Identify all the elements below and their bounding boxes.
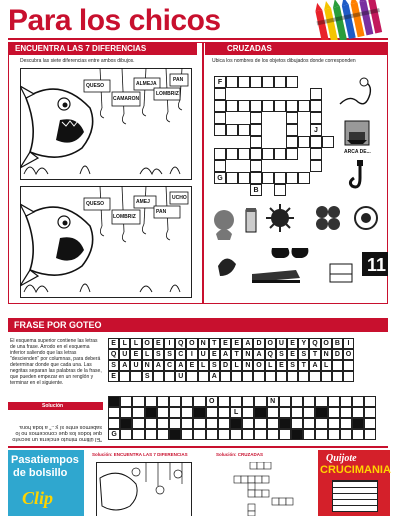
phrase-cell: [164, 371, 175, 382]
answer-cell[interactable]: [328, 418, 340, 429]
crossword-cell[interactable]: [298, 172, 310, 184]
ad-right-title-2: CRUCIMANIA: [320, 464, 391, 476]
phrase-cell: E: [108, 338, 119, 349]
panel-divider: [202, 43, 204, 303]
phrase-cell: N: [242, 360, 253, 371]
phrase-cell: A: [175, 360, 186, 371]
phrase-cell: T: [209, 338, 220, 349]
answer-cell[interactable]: [157, 396, 169, 407]
crossword-cell[interactable]: [310, 136, 322, 148]
phrase-cell: U: [276, 338, 287, 349]
phrase-cell: T: [309, 349, 320, 360]
crossword-cell[interactable]: [262, 172, 274, 184]
answer-cell[interactable]: [193, 396, 205, 407]
phrase-cell: [220, 371, 231, 382]
sign-bottom-5: UCHO: [172, 195, 187, 201]
phrase-cell: [343, 371, 354, 382]
crossword-cell[interactable]: [226, 148, 238, 160]
phrase-cell: S: [209, 360, 220, 371]
crossword-cell[interactable]: [214, 148, 226, 160]
phrase-cell: C: [164, 360, 175, 371]
sign-top-5: PAN: [173, 77, 184, 83]
phrase-cell: A: [209, 371, 220, 382]
phrase-cell: L: [321, 360, 332, 371]
phrase-cell: E: [186, 360, 197, 371]
phrase-cell: [153, 371, 164, 382]
ad-pasatiempos[interactable]: [8, 450, 84, 516]
phrase-cell: U: [119, 349, 130, 360]
phrase-cell: A: [220, 349, 231, 360]
phrase-cell: U: [130, 360, 141, 371]
fish-drawing-top: [20, 68, 192, 180]
answer-cell[interactable]: [364, 418, 376, 429]
sign-top-4: LOMBRIZ: [156, 91, 179, 97]
phrase-cell: N: [242, 349, 253, 360]
phrase-heading: FRASE POR GOTEO: [8, 318, 388, 332]
crossword-cell[interactable]: [286, 172, 298, 184]
crossword-cell[interactable]: [310, 160, 322, 172]
answer-cell[interactable]: [352, 418, 364, 429]
phrase-cell: N: [198, 338, 209, 349]
answer-cell[interactable]: O: [206, 396, 218, 407]
answer-cell[interactable]: G: [108, 429, 120, 440]
phrase-cell: Q: [175, 338, 186, 349]
answer-cell[interactable]: [181, 407, 193, 418]
answer-cell[interactable]: [364, 407, 376, 418]
differences-solution-drawing: [96, 462, 192, 516]
crossword-cell[interactable]: [310, 112, 322, 124]
answer-cell[interactable]: [364, 429, 376, 440]
phrase-cell: Q: [265, 349, 276, 360]
phrase-letter-grid: [108, 338, 354, 382]
ad-left-title-2: de bolsillo: [13, 467, 68, 479]
answer-cell[interactable]: [181, 429, 193, 440]
phrase-cell: [198, 371, 209, 382]
crossword-grid: [214, 76, 338, 200]
phrase-cell: I: [164, 338, 175, 349]
crossword-cell[interactable]: [214, 160, 226, 172]
phrase-cell: E: [153, 338, 164, 349]
answer-cell[interactable]: [145, 418, 157, 429]
phrase-cell: S: [276, 349, 287, 360]
answer-cell[interactable]: [218, 418, 230, 429]
answer-cell[interactable]: [169, 407, 181, 418]
phrase-cell: E: [231, 338, 242, 349]
solution-text: "El último minuto encierra un secreto que todos los que conocemos no lo sabemos entre sí y..." a toda hora.: [12, 424, 102, 442]
answer-cell[interactable]: [242, 418, 254, 429]
ark-caption: ARCA DE...: [344, 149, 371, 155]
page-title: Para los chicos: [8, 4, 221, 37]
phrase-cell: [231, 371, 242, 382]
answer-cell[interactable]: [206, 418, 218, 429]
answer-cell[interactable]: [315, 396, 327, 407]
phrase-cell: [276, 371, 287, 382]
crossword-cell[interactable]: J: [310, 124, 322, 136]
ad-left-title-1: Pasatiempos: [11, 454, 79, 466]
crossword-cell[interactable]: [250, 172, 262, 184]
phrase-cell: U: [198, 349, 209, 360]
answer-cell[interactable]: [352, 407, 364, 418]
phrase-cell: [253, 371, 264, 382]
crossword-cell[interactable]: [238, 76, 250, 88]
phrase-cell: [186, 371, 197, 382]
answer-cell[interactable]: [181, 418, 193, 429]
crossword-cell[interactable]: [262, 100, 274, 112]
phrase-cell: D: [332, 349, 343, 360]
answer-cell[interactable]: [120, 396, 132, 407]
answer-cell[interactable]: [206, 407, 218, 418]
crossword-cell[interactable]: [238, 124, 250, 136]
crossword-solution-label: Solución: CRUZADAS: [216, 452, 263, 457]
crossword-cell[interactable]: [250, 136, 262, 148]
fish-drawing-bottom: [20, 186, 192, 298]
phrase-cell: E: [287, 338, 298, 349]
phrase-cell: O: [265, 338, 276, 349]
phrase-cell: [130, 371, 141, 382]
crossword-cell[interactable]: [286, 112, 298, 124]
phrase-cell: [119, 371, 130, 382]
phrase-cell: [343, 360, 354, 371]
crossword-cell[interactable]: [238, 100, 250, 112]
phrase-cell: U: [175, 371, 186, 382]
phrase-cell: Q: [309, 338, 320, 349]
phrase-cell: E: [209, 349, 220, 360]
phrase-cell: A: [253, 349, 264, 360]
phrase-cell: S: [164, 349, 175, 360]
crossword-cell[interactable]: [286, 148, 298, 160]
answer-cell[interactable]: [157, 418, 169, 429]
differences-solution-label: Solución: ENCUENTRA LAS 7 DIFERENCIAS: [92, 452, 188, 457]
answer-cell[interactable]: N: [267, 396, 279, 407]
crossword-cell[interactable]: [214, 100, 226, 112]
phrase-cell: E: [130, 349, 141, 360]
objects-icon: [212, 204, 392, 298]
phrase-cell: T: [298, 360, 309, 371]
phrase-cell: Y: [298, 338, 309, 349]
phrase-cell: [265, 371, 276, 382]
crossword-cell[interactable]: [298, 100, 310, 112]
answer-cell[interactable]: [145, 407, 157, 418]
ad-right-title-1: Quijote: [326, 453, 357, 464]
phrase-cell: S: [142, 371, 153, 382]
ad-crucimania[interactable]: [318, 450, 390, 516]
phrase-cell: [332, 360, 343, 371]
hook-icon: [348, 160, 372, 194]
phrase-cell: I: [343, 338, 354, 349]
answer-cell[interactable]: [315, 418, 327, 429]
crossword-cell[interactable]: [238, 172, 250, 184]
phrase-cell: S: [153, 349, 164, 360]
answer-cell[interactable]: [218, 429, 230, 440]
crossword-cell[interactable]: [250, 100, 262, 112]
phrase-cell: [309, 371, 320, 382]
answer-cell[interactable]: [303, 429, 315, 440]
crossword-cell[interactable]: [310, 88, 322, 100]
phrase-cell: [321, 371, 332, 382]
answer-cell[interactable]: [230, 396, 242, 407]
answer-cell[interactable]: [267, 407, 279, 418]
phrase-cell: D: [253, 338, 264, 349]
ad-left-logo: Clip: [22, 488, 54, 508]
answer-cell[interactable]: [352, 429, 364, 440]
phrase-cell: E: [220, 338, 231, 349]
phrase-cell: N: [142, 360, 153, 371]
crossword-cell[interactable]: [250, 148, 262, 160]
crossword-cell[interactable]: [274, 148, 286, 160]
sign-bottom-1: QUESO: [86, 201, 105, 207]
answer-cell[interactable]: [328, 407, 340, 418]
phrase-cell: L: [119, 338, 130, 349]
answer-cell[interactable]: [328, 429, 340, 440]
crossword-cell[interactable]: [250, 112, 262, 124]
crossword-cell[interactable]: [214, 112, 226, 124]
phrase-cell: A: [119, 360, 130, 371]
answer-cell[interactable]: [169, 396, 181, 407]
answer-cell[interactable]: [206, 429, 218, 440]
answer-cell[interactable]: [340, 407, 352, 418]
answer-cell[interactable]: [132, 396, 144, 407]
sign-top-2: CAMARON: [113, 96, 140, 102]
crossword-cell[interactable]: [274, 172, 286, 184]
crossword-instruction: Ubica los nombres de los objetos dibujados donde corresponden: [212, 58, 356, 64]
answer-cell[interactable]: [352, 396, 364, 407]
answer-cell[interactable]: [267, 429, 279, 440]
crossword-cell[interactable]: [214, 88, 226, 100]
answer-cell[interactable]: [120, 418, 132, 429]
phrase-row: [108, 338, 354, 349]
phrase-cell: S: [298, 349, 309, 360]
phrase-cell: [242, 371, 253, 382]
answer-cell[interactable]: [193, 429, 205, 440]
answer-cell[interactable]: [157, 429, 169, 440]
answer-cell[interactable]: [242, 396, 254, 407]
crossword-cell[interactable]: G: [214, 172, 226, 184]
answer-cell[interactable]: [328, 396, 340, 407]
phrase-cell: L: [130, 338, 141, 349]
crossword-cell[interactable]: B: [250, 184, 262, 196]
phrase-cell: S: [287, 360, 298, 371]
phrase-cell: A: [242, 338, 253, 349]
sign-top-1: QUESO: [86, 83, 105, 89]
answer-cell[interactable]: [254, 396, 266, 407]
answer-cell[interactable]: [254, 407, 266, 418]
phrase-cell: [332, 371, 343, 382]
answer-cell[interactable]: [181, 396, 193, 407]
answer-cell[interactable]: [242, 429, 254, 440]
answer-cell[interactable]: [145, 429, 157, 440]
answer-cell[interactable]: [340, 396, 352, 407]
answer-cell[interactable]: [279, 396, 291, 407]
crossword-cell[interactable]: [274, 184, 286, 196]
answer-cell[interactable]: [169, 418, 181, 429]
answer-cell[interactable]: [108, 407, 120, 418]
answer-cell[interactable]: [242, 407, 254, 418]
phrase-cell: L: [231, 360, 242, 371]
crossword-cell[interactable]: [226, 172, 238, 184]
answer-cell[interactable]: [108, 418, 120, 429]
answer-cell[interactable]: [120, 407, 132, 418]
crossword-cell[interactable]: [310, 100, 322, 112]
phrase-cell: O: [343, 349, 354, 360]
answer-cell[interactable]: L: [230, 407, 242, 418]
answer-cell[interactable]: [157, 407, 169, 418]
answer-cell[interactable]: [145, 396, 157, 407]
phrase-cell: A: [309, 360, 320, 371]
differences-instruction: Descubra las siete diferencias entre ambos dibujos.: [20, 58, 135, 64]
sign-top-3: ALMEJA: [136, 81, 157, 87]
answer-cell[interactable]: [291, 407, 303, 418]
phrase-cell: O: [186, 338, 197, 349]
phrase-cell: L: [142, 349, 153, 360]
phrase-row: [108, 349, 354, 360]
answer-cell[interactable]: [291, 418, 303, 429]
crossword-cell[interactable]: [274, 76, 286, 88]
phrase-cell: O: [321, 338, 332, 349]
sign-bottom-2: LOMBRIZ: [113, 214, 136, 220]
sign-bottom-3: AMEJ: [136, 199, 150, 205]
crossword-cell[interactable]: [250, 76, 262, 88]
answer-cell[interactable]: [340, 418, 352, 429]
answer-cell[interactable]: [279, 407, 291, 418]
ark-icon: [344, 120, 370, 146]
phrase-cell: I: [186, 349, 197, 360]
answer-cell[interactable]: [230, 429, 242, 440]
answer-cell[interactable]: [279, 429, 291, 440]
answer-cell[interactable]: [230, 418, 242, 429]
answer-cell[interactable]: [303, 407, 315, 418]
crossword-cell[interactable]: [226, 76, 238, 88]
crossword-cell[interactable]: [250, 160, 262, 172]
snake-icon: [336, 74, 376, 110]
phrase-cell: O: [142, 338, 153, 349]
phrase-cell: [298, 371, 309, 382]
crossword-solution-grid: [220, 462, 310, 516]
crossword-cell[interactable]: [286, 76, 298, 88]
answer-cell[interactable]: [254, 418, 266, 429]
answer-cell[interactable]: [315, 407, 327, 418]
phrase-cell: S: [108, 360, 119, 371]
phrase-divider: [8, 446, 388, 448]
phrase-cell: T: [231, 349, 242, 360]
phrase-row: [108, 360, 354, 371]
answer-cell[interactable]: [132, 429, 144, 440]
crossword-cell[interactable]: [310, 148, 322, 160]
answer-cell[interactable]: [193, 407, 205, 418]
answer-cell[interactable]: [132, 407, 144, 418]
phrase-cell: E: [108, 371, 119, 382]
answer-cell[interactable]: [218, 396, 230, 407]
answer-cell[interactable]: [120, 429, 132, 440]
answer-cell[interactable]: [193, 418, 205, 429]
phrase-cell: A: [153, 360, 164, 371]
crossword-cell[interactable]: [250, 124, 262, 136]
answer-cell[interactable]: [169, 429, 181, 440]
phrase-cell: D: [220, 360, 231, 371]
crossword-cell[interactable]: [286, 136, 298, 148]
answer-cell[interactable]: [108, 396, 120, 407]
crossword-heading: CRUZADAS: [205, 43, 387, 55]
answer-cell[interactable]: [291, 429, 303, 440]
crossword-cell[interactable]: F: [214, 76, 226, 88]
crossword-cell[interactable]: [298, 136, 310, 148]
answer-cell[interactable]: [218, 407, 230, 418]
crossword-cell[interactable]: [262, 148, 274, 160]
answer-cell[interactable]: [267, 418, 279, 429]
svg-text:11: 11: [367, 255, 387, 275]
phrase-answer-grid: [108, 396, 378, 444]
phrase-cell: N: [321, 349, 332, 360]
answer-cell[interactable]: [291, 396, 303, 407]
differences-heading: ENCUENTRA LAS 7 DIFERENCIAS: [9, 43, 197, 55]
crossword-cell[interactable]: [262, 76, 274, 88]
answer-cell[interactable]: [340, 429, 352, 440]
answer-cell[interactable]: [279, 418, 291, 429]
phrase-cell: Q: [108, 349, 119, 360]
crossword-cell[interactable]: [286, 124, 298, 136]
phrase-cell: [287, 371, 298, 382]
phrase-cell: L: [265, 360, 276, 371]
answer-cell[interactable]: [254, 429, 266, 440]
crossword-cell[interactable]: [238, 148, 250, 160]
crossword-cell[interactable]: [274, 100, 286, 112]
phrase-instruction: El esquema superior contiene las letras de una frase. Arrodo en el esquema inferior saliendo que las letras "descienden" por columnas, para deberá determinar donde que cada una. Las negritas separan las palabras de la frase, que pueden empezar en un renglón y terminar en el siguiente.: [10, 338, 102, 386]
crossword-cell[interactable]: [286, 100, 298, 112]
solution-label: Solución: [42, 403, 64, 409]
phrase-row: [108, 371, 354, 382]
answer-cell[interactable]: [315, 429, 327, 440]
answer-cell[interactable]: [303, 418, 315, 429]
phrase-cell: C: [175, 349, 186, 360]
ad-right-grid: [332, 480, 378, 512]
phrase-cell: O: [253, 360, 264, 371]
masthead: [0, 0, 400, 42]
crossword-cell[interactable]: [226, 100, 238, 112]
answer-cell[interactable]: [132, 418, 144, 429]
crossword-cell[interactable]: [226, 124, 238, 136]
crossword-cell[interactable]: [322, 136, 334, 148]
crayons-icon: [312, 0, 392, 40]
answer-cell[interactable]: [364, 396, 376, 407]
phrase-cell: B: [332, 338, 343, 349]
answer-cell[interactable]: [303, 396, 315, 407]
phrase-cell: L: [198, 360, 209, 371]
phrase-cell: E: [287, 349, 298, 360]
phrase-cell: E: [276, 360, 287, 371]
sign-bottom-4: PAN: [156, 209, 167, 215]
crossword-cell[interactable]: [214, 124, 226, 136]
